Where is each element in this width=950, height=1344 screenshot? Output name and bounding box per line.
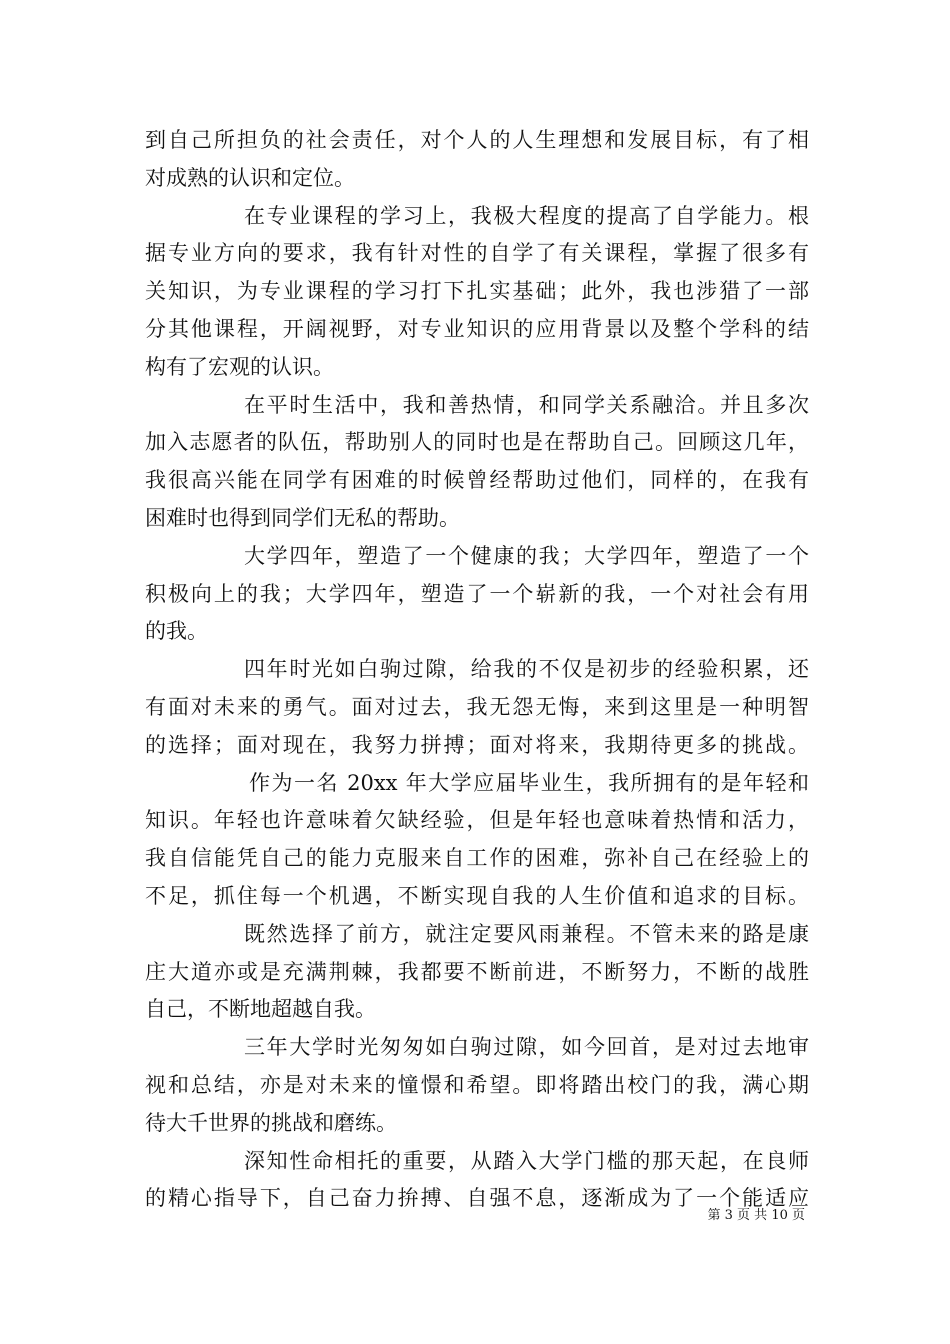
- text-line: 的选择；面对现在，我努力拼搏；面对将来，我期待更多的挑战。: [145, 732, 809, 757]
- text-line: 不足，抓住每一个机遇，不断实现自我的人生价值和追求的目标。: [145, 883, 809, 908]
- paragraph-first-line: 在平时生活中，我和善热情，和同学关系融洽。并且多次: [244, 392, 809, 417]
- text-line: 困难时也得到同学们无私的帮助。: [145, 505, 460, 530]
- paragraph-first-line: 三年大学时光匆匆如白驹过隙，如今回首，是对过去地审: [244, 1035, 809, 1060]
- paragraph-first-line: 四年时光如白驹过隙，给我的不仅是初步的经验积累，还: [244, 657, 809, 682]
- text-line: 我自信能凭自己的能力克服来自工作的困难，弥补自己在经验上的: [145, 846, 809, 871]
- paragraph-first-line: 作为一名 20xx 年大学应届毕业生，我所拥有的是年轻和: [249, 770, 809, 795]
- text-line: 有面对未来的勇气。面对过去，我无怨无悔，来到这里是一种明智: [145, 694, 809, 719]
- page-number: 第 3 页 共 10 页: [707, 1208, 805, 1223]
- paragraph-first-line: 在专业课程的学习上，我极大程度的提高了自学能力。根: [244, 203, 809, 228]
- paragraph-first-line: 大学四年，塑造了一个健康的我；大学四年，塑造了一个: [244, 543, 809, 568]
- text-line: 关知识，为专业课程的学习打下扎实基础；此外，我也涉猎了一部: [145, 279, 809, 304]
- text-line: 对成熟的认识和定位。: [145, 165, 355, 190]
- paragraph-first-line: 深知性命相托的重要，从踏入大学门槛的那天起，在良师: [244, 1148, 809, 1173]
- text-line: 分其他课程，开阔视野，对专业知识的应用背景以及整个学科的结: [145, 316, 809, 341]
- text-line: 知识。年轻也许意味着欠缺经验，但是年轻也意味着热情和活力，: [145, 808, 809, 833]
- text-line: 自己，不断地超越自我。: [145, 997, 376, 1022]
- text-line: 据专业方向的要求，我有针对性的自学了有关课程，掌握了很多有: [145, 241, 809, 266]
- text-line: 待大千世界的挑战和磨练。: [145, 1110, 397, 1135]
- text-line: 的精心指导下，自己奋力拚搏、自强不息，逐渐成为了一个能适应: [145, 1186, 809, 1211]
- paragraph-first-line: 既然选择了前方，就注定要风雨兼程。不管未来的路是康: [244, 921, 809, 946]
- document-body: [145, 122, 809, 1218]
- text-line: 我很高兴能在同学有困难的时候曾经帮助过他们，同样的，在我有: [145, 468, 809, 493]
- text-line: 积极向上的我；大学四年，塑造了一个崭新的我，一个对社会有用: [145, 581, 809, 606]
- text-line: 的我。: [145, 619, 208, 644]
- text-line: 加入志愿者的队伍，帮助别人的同时也是在帮助自己。回顾这几年，: [145, 430, 809, 455]
- text-line: 到自己所担负的社会责任，对个人的人生理想和发展目标，有了相: [145, 128, 809, 152]
- text-line: 庄大道亦或是充满荆棘，我都要不断前进，不断努力，不断的战胜: [145, 959, 809, 984]
- text-line: 构有了宏观的认识。: [145, 354, 334, 379]
- text-line: 视和总结，亦是对未来的憧憬和希望。即将踏出校门的我，满心期: [145, 1072, 809, 1097]
